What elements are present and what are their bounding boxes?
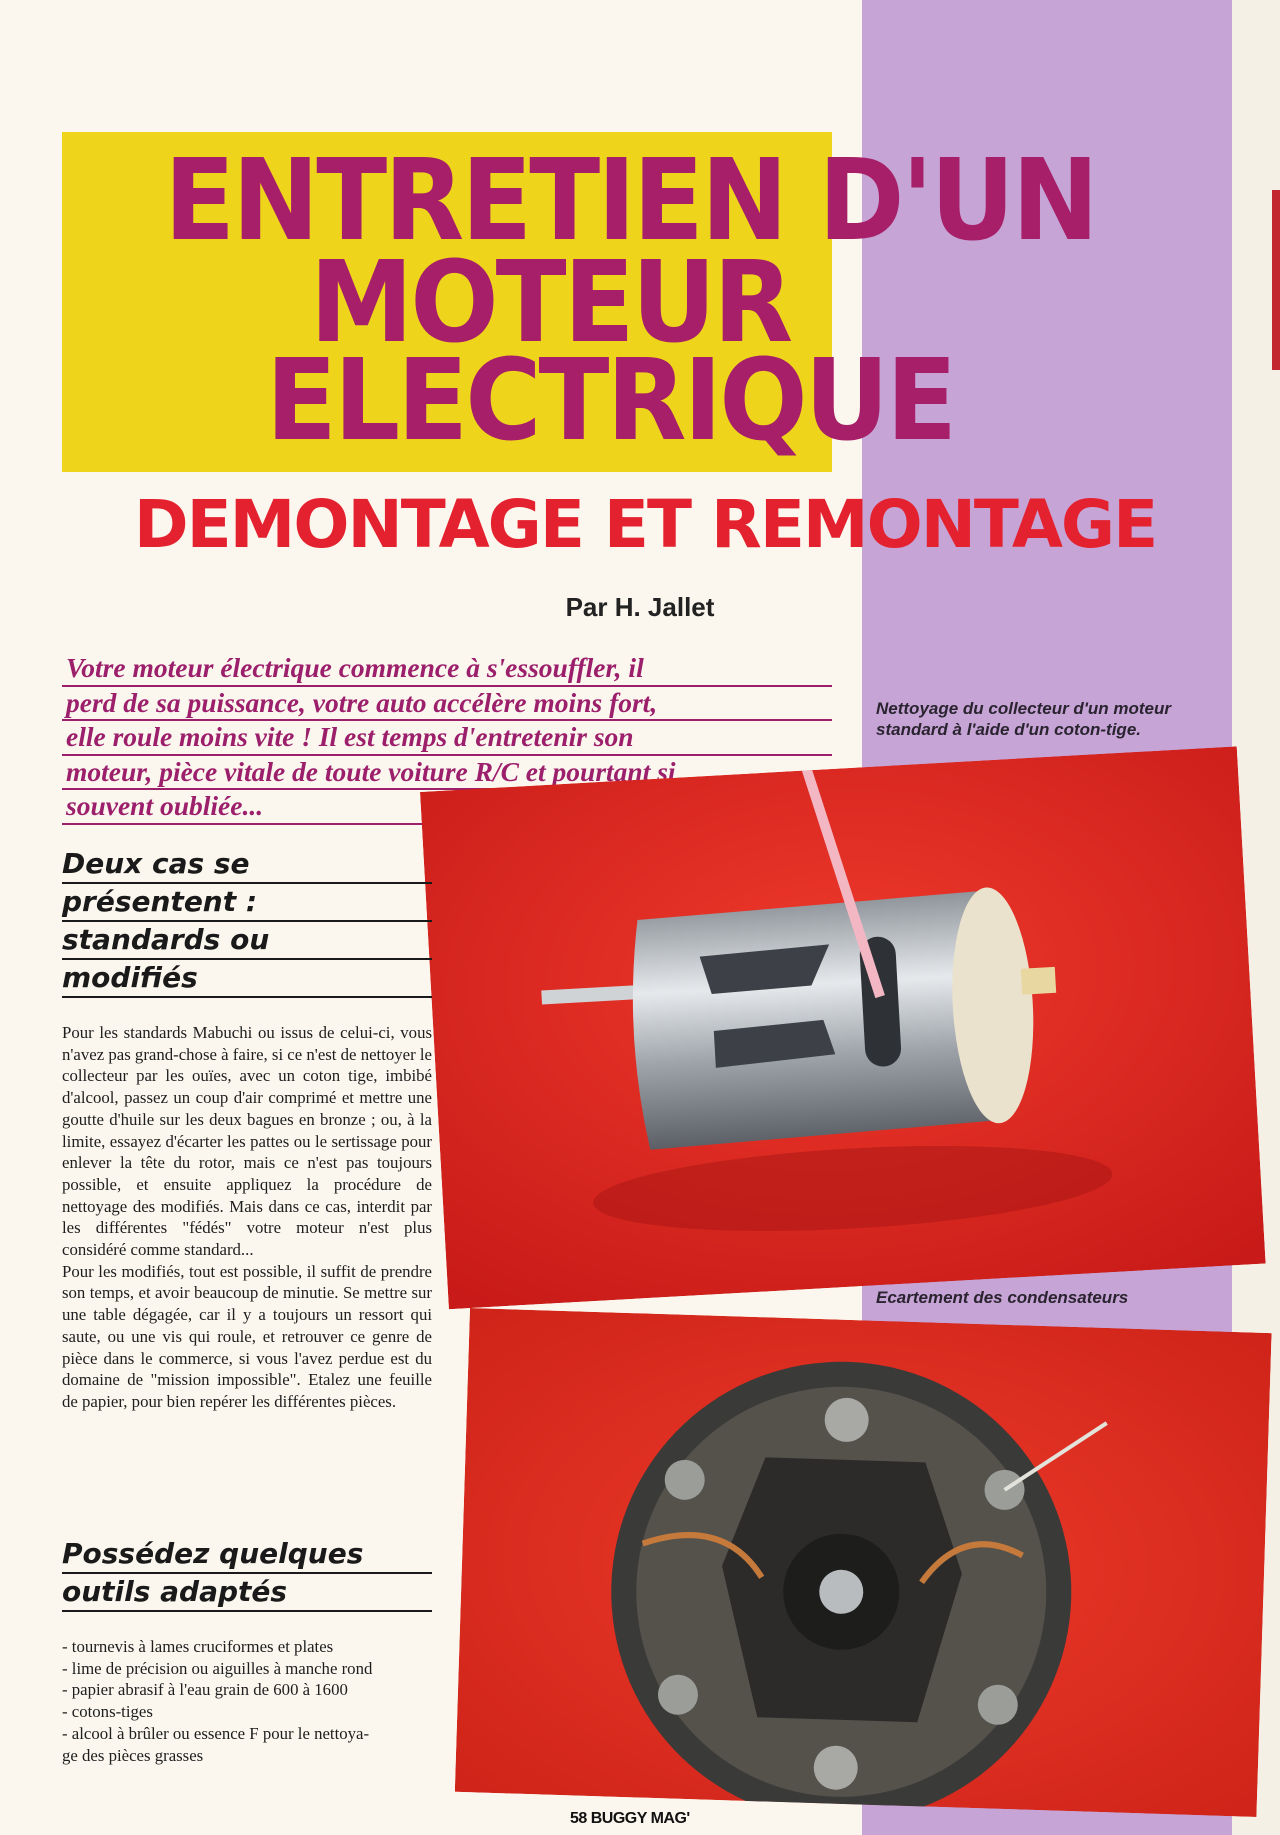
- body-column: [62, 1022, 432, 1413]
- heading-line: standards ou: [62, 922, 432, 960]
- list-item: - lime de précision ou aiguilles à manche rond: [62, 1658, 373, 1678]
- heading-line: présentent :: [62, 884, 432, 922]
- subtitle: DEMONTAGE ET REMONTAGE: [133, 486, 1157, 563]
- list-item: - tournevis à lames cruciformes et plates: [62, 1637, 334, 1656]
- list-item: - cotons-tiges: [62, 1702, 153, 1722]
- intro-line: moteur, pièce vitale de toute voiture R/C et pourtant si: [62, 756, 832, 791]
- title-line-2: MOTEUR: [309, 236, 791, 368]
- list-item: - papier abrasif à l'eau grain de 600 à 1600: [62, 1680, 348, 1700]
- list-item: - alcool à brûler ou essence F pour le nettoya-: [62, 1723, 370, 1743]
- tools-list: [62, 1636, 442, 1766]
- title-line-1: ENTRETIEN D'UN: [164, 134, 1096, 266]
- intro-line: perd de sa puissance, votre auto accélère moins fort,: [62, 687, 832, 722]
- photo-caption-1: Nettoyage du collecteur d'un moteur standard à l'aide d'un coton-tige.: [876, 699, 1171, 739]
- intro-line: elle roule moins vite ! Il est temps d'entretenir son: [62, 721, 832, 756]
- body-paragraph: Pour les standards Mabuchi ou issus de celui-ci, vous n'avez pas grand-chose à faire, si ce n'est de nettoyer le collecteur par les ouïes, avec un coton tige, imbibé d'alcool, passez un coup d'air comprimé et mettre une goutte d'huile sur les deux bagues en bronze ; ou, à la limite, essayez d'écarter les pattes ou le sertissage pour enlever la tête du rotor, mais ce n'est pas toujours possible, et ensuite appliquez la procédure de nettoyage des modifiés. Mais dans ce cas, interdit par les différentes "fédés" votre moteur n'est plus considéré comme standard...: [62, 1023, 432, 1260]
- intro-line: souvent oubliée...: [62, 790, 832, 825]
- heading-line: Possédez quelques: [62, 1536, 432, 1574]
- photo-caption-2: Ecartement des condensateurs: [876, 1288, 1129, 1307]
- body-paragraph: Pour les modifiés, tout est possible, il suffit de prendre son temps, et avoir beaucoup de minutie. Se mettre sur une table dégagée, car il y a toujours un ressort qui saute, ou une vis qui roule, et retrouver ce genre de pièce dans le commerce, si vous l'avez perdue est du domaine de "mission impossible". Etalez une feuille de papier, pour bien repérer les différentes pièces.: [62, 1261, 432, 1411]
- list-item: ge des pièces grasses: [62, 1745, 204, 1765]
- heading-line: Deux cas se: [62, 846, 432, 884]
- edge-strip: [1272, 190, 1280, 370]
- heading-line: outils adaptés: [62, 1574, 432, 1612]
- section-heading-tools: [62, 1536, 432, 1612]
- section-heading-cases: [62, 846, 432, 998]
- motor-photo: [420, 746, 1266, 1309]
- intro-line: Votre moteur électrique commence à s'essouffler, il: [62, 652, 832, 687]
- endbell-photo: [455, 1308, 1272, 1817]
- title-line-3: ELECTRIQUE: [265, 334, 955, 466]
- page-footer: 58 BUGGY MAG': [570, 1810, 690, 1827]
- heading-line: modifiés: [62, 960, 432, 998]
- byline: Par H. Jallet: [565, 592, 715, 622]
